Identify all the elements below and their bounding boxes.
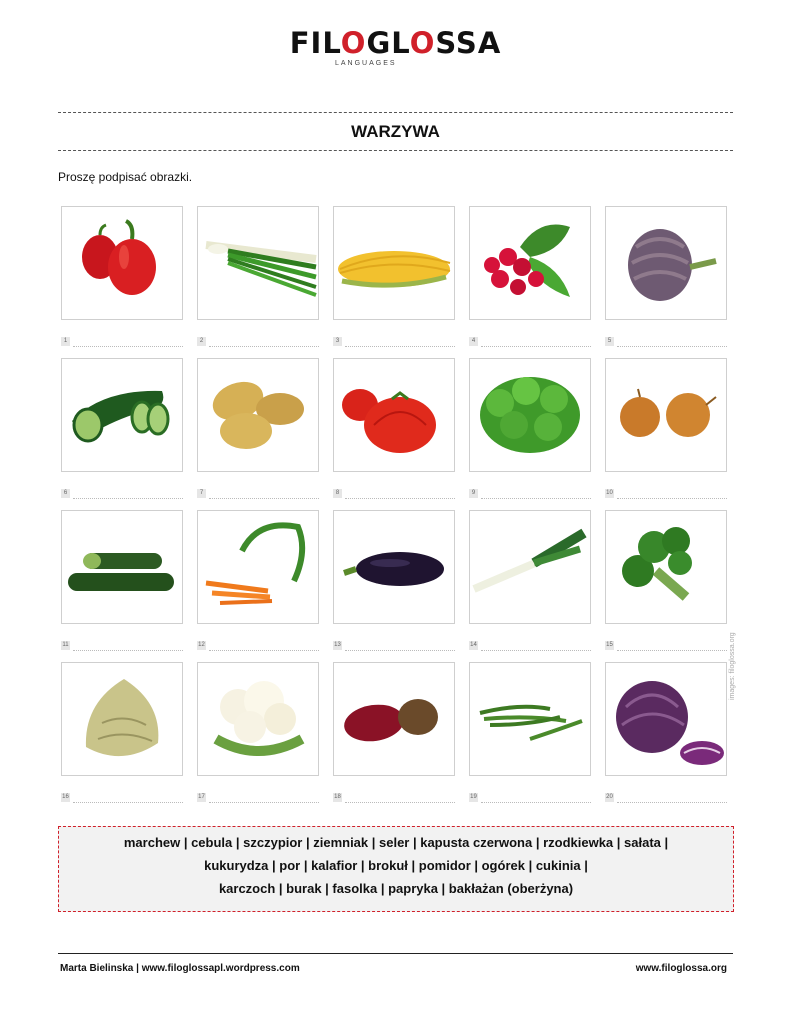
grid-item-19 (469, 662, 591, 800)
answer-line[interactable] (617, 498, 727, 499)
grid-item-17 (197, 662, 319, 800)
item-number: 8 (333, 489, 342, 498)
grid-item-6 (61, 358, 183, 496)
grid-item-13 (333, 510, 455, 648)
leek-icon (470, 511, 590, 623)
answer-line[interactable] (481, 650, 591, 651)
grid-item-4 (469, 206, 591, 344)
item-number: 7 (197, 489, 206, 498)
item-number: 1 (61, 337, 70, 346)
item-number: 13 (334, 642, 341, 648)
grid-item-2 (197, 206, 319, 344)
item-number: 9 (469, 489, 478, 498)
grid-item-12 (197, 510, 319, 648)
celeriac-icon (62, 663, 182, 775)
item-number: 5 (605, 337, 614, 346)
grid-item-20 (605, 662, 727, 800)
label-line (197, 337, 319, 347)
image-card (61, 358, 183, 472)
image-card (469, 662, 591, 776)
answer-line[interactable] (617, 346, 727, 347)
image-card (605, 358, 727, 472)
item-number: 11 (62, 642, 69, 648)
item-number: 2 (197, 337, 206, 346)
image-card (605, 510, 727, 624)
corn-icon (334, 207, 454, 319)
grid-item-10 (605, 358, 727, 496)
image-card (197, 206, 319, 320)
item-number: 15 (606, 642, 613, 648)
label-line (333, 337, 455, 347)
item-number: 20 (606, 794, 613, 800)
logo-text-3: SSA (435, 26, 502, 60)
image-card (333, 662, 455, 776)
logo (0, 26, 791, 60)
broccoli-icon (606, 511, 726, 623)
grid-item-7 (197, 358, 319, 496)
logo-o-icon: O (340, 26, 367, 60)
grid-item-16 (61, 662, 183, 800)
grid-item-3 (333, 206, 455, 344)
item-number: 18 (334, 794, 341, 800)
radish-icon (470, 207, 590, 319)
image-credit: images: filoglossa.org (729, 632, 736, 700)
grid-item-14 (469, 510, 591, 648)
answer-line[interactable] (73, 498, 183, 499)
image-card (197, 358, 319, 472)
grid-item-11 (61, 510, 183, 648)
item-number: 6 (61, 489, 70, 498)
artichoke-icon (606, 207, 726, 319)
footer-divider (58, 953, 733, 954)
image-card (333, 510, 455, 624)
vegetable-grid (61, 206, 729, 806)
cauliflower-icon (198, 663, 318, 775)
grid-item-8 (333, 358, 455, 496)
footer-website: www.filoglossa.org (635, 963, 727, 974)
item-number: 19 (470, 794, 477, 800)
grid-item-5 (605, 206, 727, 344)
answer-line[interactable] (617, 802, 727, 803)
answer-line[interactable] (345, 650, 455, 651)
label-line (197, 793, 319, 803)
lettuce-icon (470, 359, 590, 471)
label-line (333, 641, 455, 651)
image-card (469, 206, 591, 320)
item-number: 16 (62, 794, 69, 800)
instruction-text: Proszę podpisać obrazki. (58, 170, 193, 184)
answer-line[interactable] (481, 498, 591, 499)
item-number: 4 (469, 337, 478, 346)
image-card (197, 662, 319, 776)
image-card (333, 358, 455, 472)
label-line (469, 337, 591, 347)
beetroot-icon (334, 663, 454, 775)
answer-line[interactable] (617, 650, 727, 651)
logo-o2-icon: O (409, 26, 436, 60)
carrot-icon (198, 511, 318, 623)
label-line (61, 793, 183, 803)
onion-icon (606, 359, 726, 471)
label-line (61, 641, 183, 651)
answer-line[interactable] (209, 498, 319, 499)
logo-wordmark (290, 26, 502, 60)
cucumber-icon (62, 359, 182, 471)
answer-line[interactable] (209, 802, 319, 803)
red-pepper-icon (62, 207, 182, 319)
word-bank (58, 826, 734, 912)
label-line (333, 489, 455, 499)
item-number: 12 (198, 642, 205, 648)
label-line (197, 489, 319, 499)
image-card (61, 662, 183, 776)
label-line (333, 793, 455, 803)
label-line (197, 641, 319, 651)
label-line (605, 337, 727, 347)
image-card (197, 510, 319, 624)
tomato-icon (334, 359, 454, 471)
image-card (333, 206, 455, 320)
image-card (605, 206, 727, 320)
label-line (469, 489, 591, 499)
word-bank-line: kukurydza | por | kalafior | brokuł | pomidor | ogórek | cukinia | (204, 858, 588, 873)
label-line (61, 337, 183, 347)
red-cabbage-icon (606, 663, 726, 775)
green-onion-icon (198, 207, 318, 319)
item-number: 10 (606, 490, 613, 496)
page-title: WARZYWA (351, 122, 440, 141)
answer-line[interactable] (481, 802, 591, 803)
item-number: 14 (470, 642, 477, 648)
footer-author: Marta Bielinska | www.filoglossapl.wordpress.com (60, 963, 300, 974)
logo-text-1: FIL (289, 26, 341, 60)
answer-line[interactable] (345, 498, 455, 499)
label-line (605, 641, 727, 651)
image-card (469, 510, 591, 624)
item-number: 3 (333, 337, 342, 346)
label-line (605, 793, 727, 803)
answer-line[interactable] (209, 346, 319, 347)
image-card (61, 206, 183, 320)
green-beans-icon (470, 663, 590, 775)
label-line (605, 489, 727, 499)
answer-line[interactable] (73, 346, 183, 347)
logo-subtitle: LANGUAGES (335, 60, 397, 67)
divider-top (58, 112, 733, 113)
word-bank-line: karczoch | burak | fasolka | papryka | bakłażan (oberżyna) (218, 881, 574, 896)
answer-line[interactable] (345, 802, 455, 803)
grid-item-15 (605, 510, 727, 648)
answer-line[interactable] (73, 650, 183, 651)
answer-line[interactable] (481, 346, 591, 347)
word-bank-line: marchew | cebula | szczypior | ziemniak | seler | kapusta czerwona | rzodkiewka | sałata | (123, 835, 669, 850)
answer-line[interactable] (73, 802, 183, 803)
label-line (469, 641, 591, 651)
image-card (605, 662, 727, 776)
grid-item-18 (333, 662, 455, 800)
label-line (469, 793, 591, 803)
answer-line[interactable] (345, 346, 455, 347)
divider-bottom (58, 150, 733, 151)
image-card (469, 358, 591, 472)
label-line (61, 489, 183, 499)
image-card (61, 510, 183, 624)
potato-icon (198, 359, 318, 471)
grid-item-1 (61, 206, 183, 344)
item-number: 17 (198, 794, 205, 800)
grid-item-9 (469, 358, 591, 496)
eggplant-icon (334, 511, 454, 623)
answer-line[interactable] (209, 650, 319, 651)
zucchini-icon (62, 511, 182, 623)
logo-text-2: GL (366, 26, 410, 60)
